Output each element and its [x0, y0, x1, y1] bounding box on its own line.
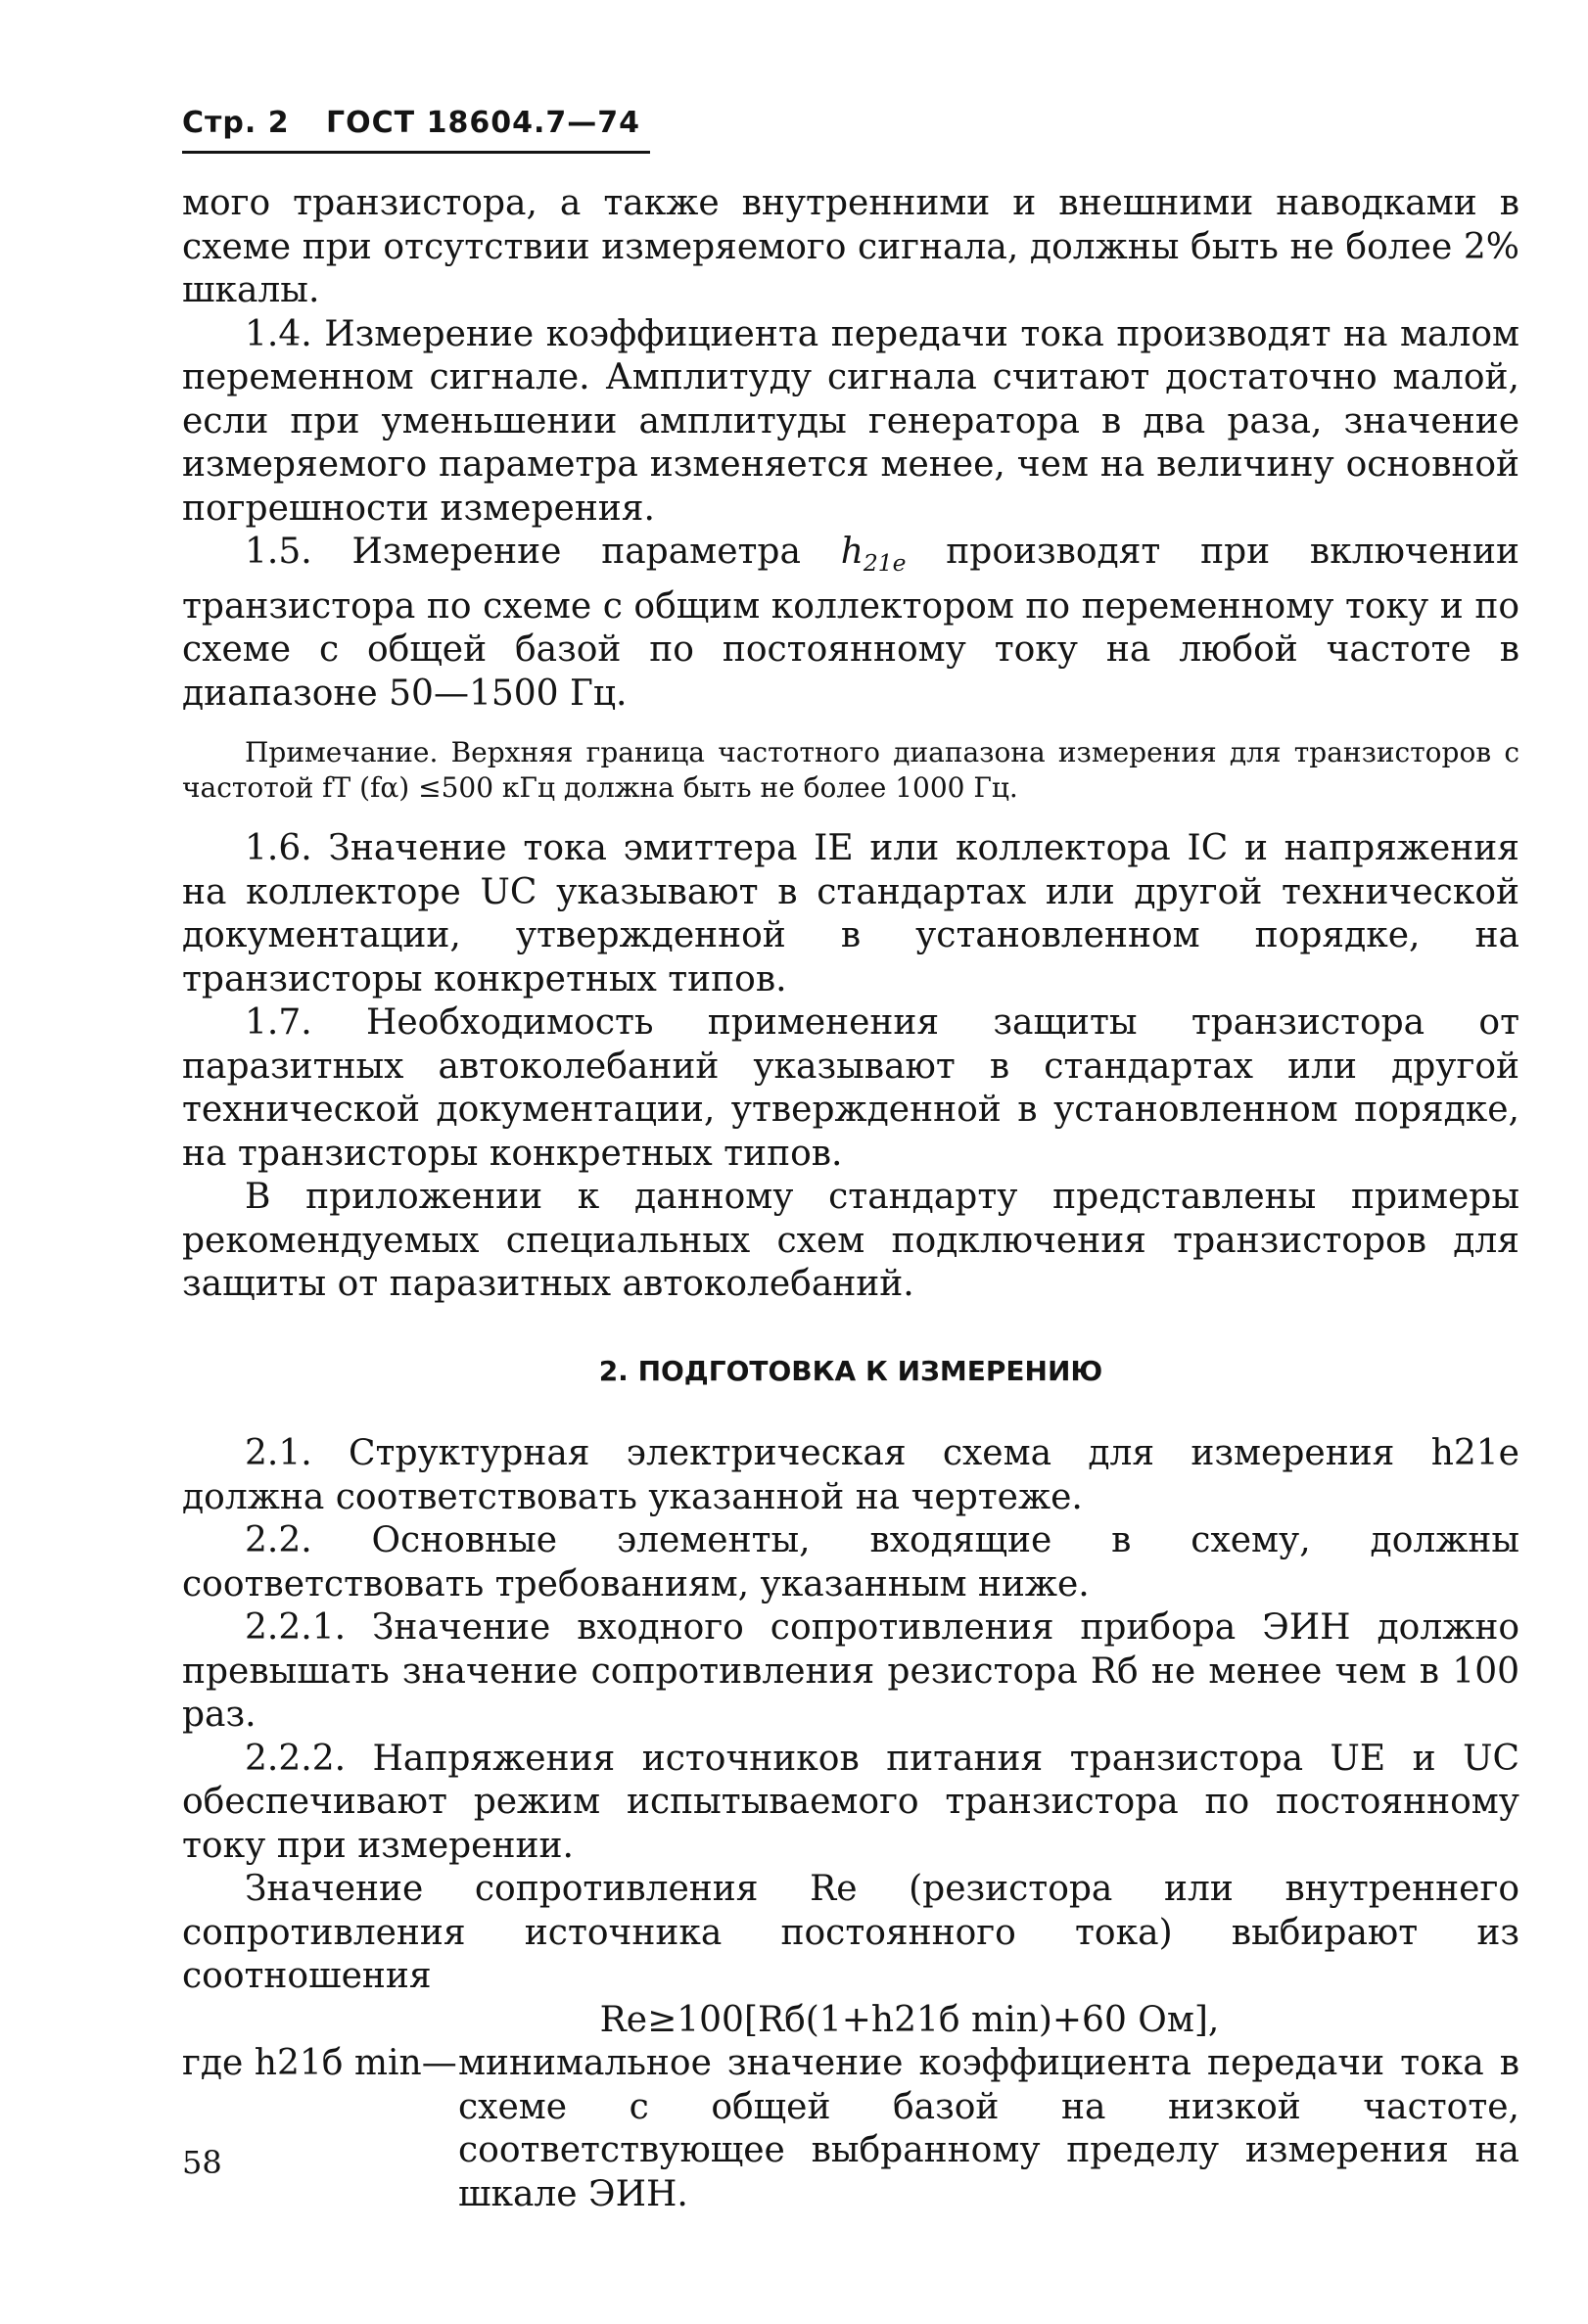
h21e-symbol: h [840, 532, 864, 572]
header-rule [182, 151, 650, 154]
paragraph-2-2: 2.2. Основные элементы, входящие в схему, должны соответствовать требованиям, указанным ниже. [182, 1520, 1519, 1604]
paragraph-1-5-end: производят при включении транзистора по схеме с общим коллектором по переменному току и по схеме с общей базой по постоянному току на любой частоте в диапазоне 50—1500 Гц. [182, 532, 1519, 714]
h21e-subscript: 21e [863, 549, 907, 578]
paragraph-2-1: 2.1. Структурная электрическая схема для измерения h21e должна соответствовать указанной на чертеже. [182, 1433, 1519, 1517]
page-label: Стр. 2 [182, 106, 290, 140]
standard-number: ГОСТ 18604.7—74 [326, 106, 640, 140]
page-number: 58 [182, 2144, 222, 2181]
paragraph-1-7: 1.7. Необходимость применения защиты транзистора от паразитных автоколебаний указывают в стандартах или другой технической документации, утвержденной в установленном порядке, на транзисторы конкретных типов. [182, 1002, 1519, 1174]
paragraph-2-2-1: 2.2.1. Значение входного сопротивления прибора ЭИН должно превышать значение сопротивления резистора Rб не менее чем в 100 раз. [182, 1607, 1519, 1736]
section-heading: 2. ПОДГОТОВКА К ИЗМЕРЕНИЮ [598, 1354, 1103, 1387]
page-header [182, 106, 666, 140]
paragraph-1-4: 1.4. Измерение коэффициента передачи тока производят на малом переменном сигнале. Амплитуду сигнала считают достаточно малой, если при уменьшении амплитуды генератора в два раза, значение измеряемого параметра изменяется менее, чем на величину основной погрешности измерения. [182, 313, 1519, 529]
paragraph-1-5 [182, 531, 1519, 716]
paragraph-resistance: Значение сопротивления Re (резистора или внутреннего сопротивления источника постоянного тока) выбирают из соотношения [182, 1869, 1519, 1997]
paragraph-2-2-2: 2.2.2. Напряжения источников питания транзистора UE и UC обеспечивают режим испытываемого транзистора по постоянному току при измерении. [182, 1738, 1519, 1866]
paragraph-continuation: мого транзистора, а также внутренними и внешними наводками в схеме при отсутствии измеряемого сигнала, должны быть не более 2% шкалы. [182, 183, 1519, 310]
formula-explanation-text: минимальное значение коэффициента передачи тока в схеме с общей базой на низкой частоте, соответствующее выбранному пределу измерения на шкале ЭИН. [458, 2043, 1519, 2214]
document-body [182, 182, 1519, 2216]
formula-explanation [182, 2042, 1519, 2216]
paragraph-appendix: В приложении к данному стандарту представлены примеры рекомендуемых специальных схем подключения транзисторов для защиты от паразитных автоколебаний. [182, 1177, 1519, 1305]
paragraph-1-5-start: 1.5. Измерение параметра [245, 532, 841, 572]
formula-explanation-label: где h21б min— [182, 2043, 457, 2084]
paragraph-1-6: 1.6. Значение тока эмиттера IE или коллектора IC и напряжения на коллекторе UC указывают в стандартах или другой технической документации, утвержденной в установленном порядке, на транзисторы конкретных типов. [182, 828, 1519, 999]
note-paragraph: Примечание. Верхняя граница частотного диапазона измерения для транзисторов с частотой fT (fα) ≤500 кГц должна быть не более 1000 Гц. [182, 736, 1519, 805]
formula: Re≥100[Rб(1+h21б min)+60 Ом], [599, 1999, 1220, 2040]
